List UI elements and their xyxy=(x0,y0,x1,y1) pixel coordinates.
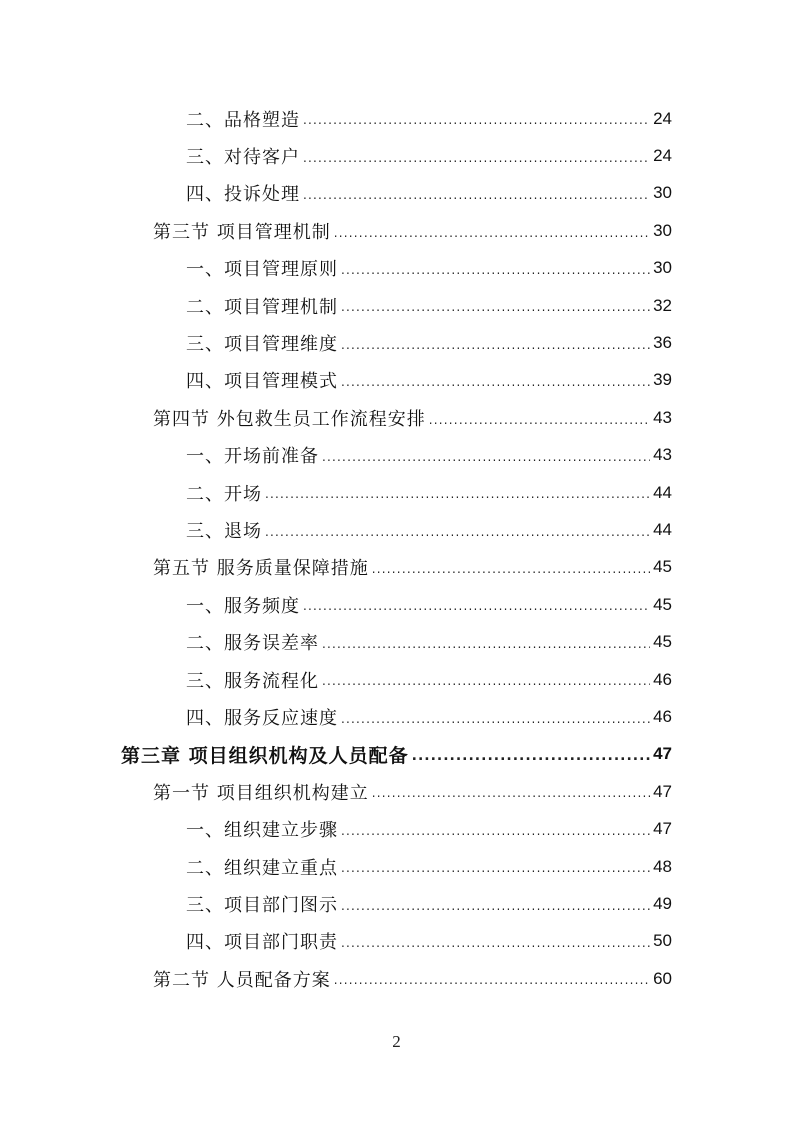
toc-dot-leader xyxy=(341,296,650,318)
toc-section-entry[interactable] xyxy=(0,212,793,249)
toc-dot-leader xyxy=(372,782,650,804)
toc-section-entry[interactable] xyxy=(0,773,793,810)
toc-entry-page: 45 xyxy=(653,557,672,577)
toc-entry-page: 24 xyxy=(653,146,672,166)
toc-dot-leader xyxy=(303,595,650,617)
toc-entry-title: 第四节 外包救生员工作流程安排 xyxy=(153,408,426,430)
toc-entry-page: 46 xyxy=(653,669,672,689)
toc-entry-page: 47 xyxy=(653,819,672,839)
toc-subsection-entry[interactable] xyxy=(0,885,793,922)
toc-subsection-entry[interactable] xyxy=(0,923,793,960)
toc-subsection-entry[interactable] xyxy=(0,100,793,137)
toc-entry-title: 一、开场前准备 xyxy=(186,446,319,468)
toc-dot-leader xyxy=(341,334,650,356)
toc-entry-page: 46 xyxy=(653,706,672,726)
toc-entry-title: 一、组织建立步骤 xyxy=(186,820,338,842)
toc-entry-title: 第三节 项目管理机制 xyxy=(153,221,331,243)
toc-entry-page: 44 xyxy=(653,519,672,539)
toc-subsection-entry[interactable] xyxy=(0,437,793,474)
toc-section-entry[interactable] xyxy=(0,549,793,586)
toc-entry-page: 45 xyxy=(653,594,672,614)
toc-entry-title: 三、服务流程化 xyxy=(186,670,319,692)
toc-entry-title: 二、组织建立重点 xyxy=(186,857,338,879)
toc-dot-leader xyxy=(322,633,650,655)
toc-entry-title: 三、对待客户 xyxy=(186,147,300,169)
toc-dot-leader xyxy=(322,446,650,468)
toc-section-entry[interactable] xyxy=(0,960,793,997)
toc-dot-leader xyxy=(341,932,650,954)
toc-entry-title: 二、开场 xyxy=(186,483,262,505)
toc-entry-title: 一、服务频度 xyxy=(186,595,300,617)
toc-subsection-entry[interactable] xyxy=(0,175,793,212)
toc-subsection-entry[interactable] xyxy=(0,623,793,660)
toc-dot-leader xyxy=(322,670,650,692)
toc-entry-title: 三、项目管理维度 xyxy=(186,334,338,356)
toc-entry-title: 四、项目部门职责 xyxy=(186,932,338,954)
toc-entry-title: 四、项目管理模式 xyxy=(186,371,338,393)
toc-dot-leader xyxy=(341,259,650,281)
toc-subsection-entry[interactable] xyxy=(0,137,793,174)
toc-dot-leader xyxy=(372,558,650,580)
toc-dot-leader xyxy=(265,521,650,543)
toc-entry-page: 24 xyxy=(653,108,672,128)
toc-entry-page: 48 xyxy=(653,856,672,876)
toc-entry-page: 32 xyxy=(653,295,672,315)
toc-section-entry[interactable] xyxy=(0,399,793,436)
toc-entry-title: 二、服务误差率 xyxy=(186,633,319,655)
toc-chapter-entry[interactable] xyxy=(0,736,793,773)
toc-dot-leader xyxy=(429,409,650,431)
page-number: 2 xyxy=(392,1032,401,1051)
toc-entry-title: 第二节 人员配备方案 xyxy=(153,969,331,991)
toc-entry-page: 30 xyxy=(653,183,672,203)
toc-subsection-entry[interactable] xyxy=(0,287,793,324)
toc-dot-leader xyxy=(341,708,650,730)
toc-entry-page: 50 xyxy=(653,931,672,951)
toc-entry-page: 60 xyxy=(653,968,672,988)
toc-dot-leader xyxy=(341,895,650,917)
toc-entry-title: 二、品格塑造 xyxy=(186,109,300,131)
toc-entry-page: 47 xyxy=(653,744,672,764)
toc-entry-title: 三、退场 xyxy=(186,520,262,542)
toc-dot-leader xyxy=(341,820,650,842)
toc-dot-leader xyxy=(303,147,650,169)
toc-subsection-entry[interactable] xyxy=(0,362,793,399)
toc-entry-page: 30 xyxy=(653,220,672,240)
toc-dot-leader xyxy=(334,969,650,991)
toc-entry-page: 44 xyxy=(653,482,672,502)
toc-entry-title: 第五节 服务质量保障措施 xyxy=(153,558,369,580)
toc-dot-leader xyxy=(265,483,650,505)
toc-subsection-entry[interactable] xyxy=(0,848,793,885)
toc-subsection-entry[interactable] xyxy=(0,324,793,361)
toc-subsection-entry[interactable] xyxy=(0,511,793,548)
toc-entry-page: 47 xyxy=(653,781,672,801)
toc-entry-title: 四、服务反应速度 xyxy=(186,707,338,729)
toc-dot-leader xyxy=(334,222,650,244)
toc-subsection-entry[interactable] xyxy=(0,698,793,735)
toc-dot-leader xyxy=(303,109,650,131)
toc-subsection-entry[interactable] xyxy=(0,250,793,287)
toc-entry-title: 第三章 项目组织机构及人员配备 xyxy=(121,744,409,767)
toc-subsection-entry[interactable] xyxy=(0,661,793,698)
toc-subsection-entry[interactable] xyxy=(0,810,793,847)
toc-dot-leader xyxy=(341,371,650,393)
toc-entry-page: 45 xyxy=(653,632,672,652)
toc-entry-page: 49 xyxy=(653,893,672,913)
toc-entry-title: 一、项目管理原则 xyxy=(186,259,338,281)
toc-entry-title: 三、项目部门图示 xyxy=(186,894,338,916)
toc-entry-title: 二、项目管理机制 xyxy=(186,296,338,318)
toc-dot-leader xyxy=(412,745,650,767)
toc-subsection-entry[interactable] xyxy=(0,474,793,511)
table-of-contents xyxy=(0,100,793,997)
toc-subsection-entry[interactable] xyxy=(0,586,793,623)
toc-entry-page: 43 xyxy=(653,445,672,465)
toc-dot-leader xyxy=(303,184,650,206)
toc-entry-page: 39 xyxy=(653,370,672,390)
toc-dot-leader xyxy=(341,857,650,879)
toc-entry-page: 36 xyxy=(653,333,672,353)
toc-entry-title: 第一节 项目组织机构建立 xyxy=(153,782,369,804)
toc-entry-page: 30 xyxy=(653,258,672,278)
toc-entry-page: 43 xyxy=(653,407,672,427)
toc-entry-title: 四、投诉处理 xyxy=(186,184,300,206)
